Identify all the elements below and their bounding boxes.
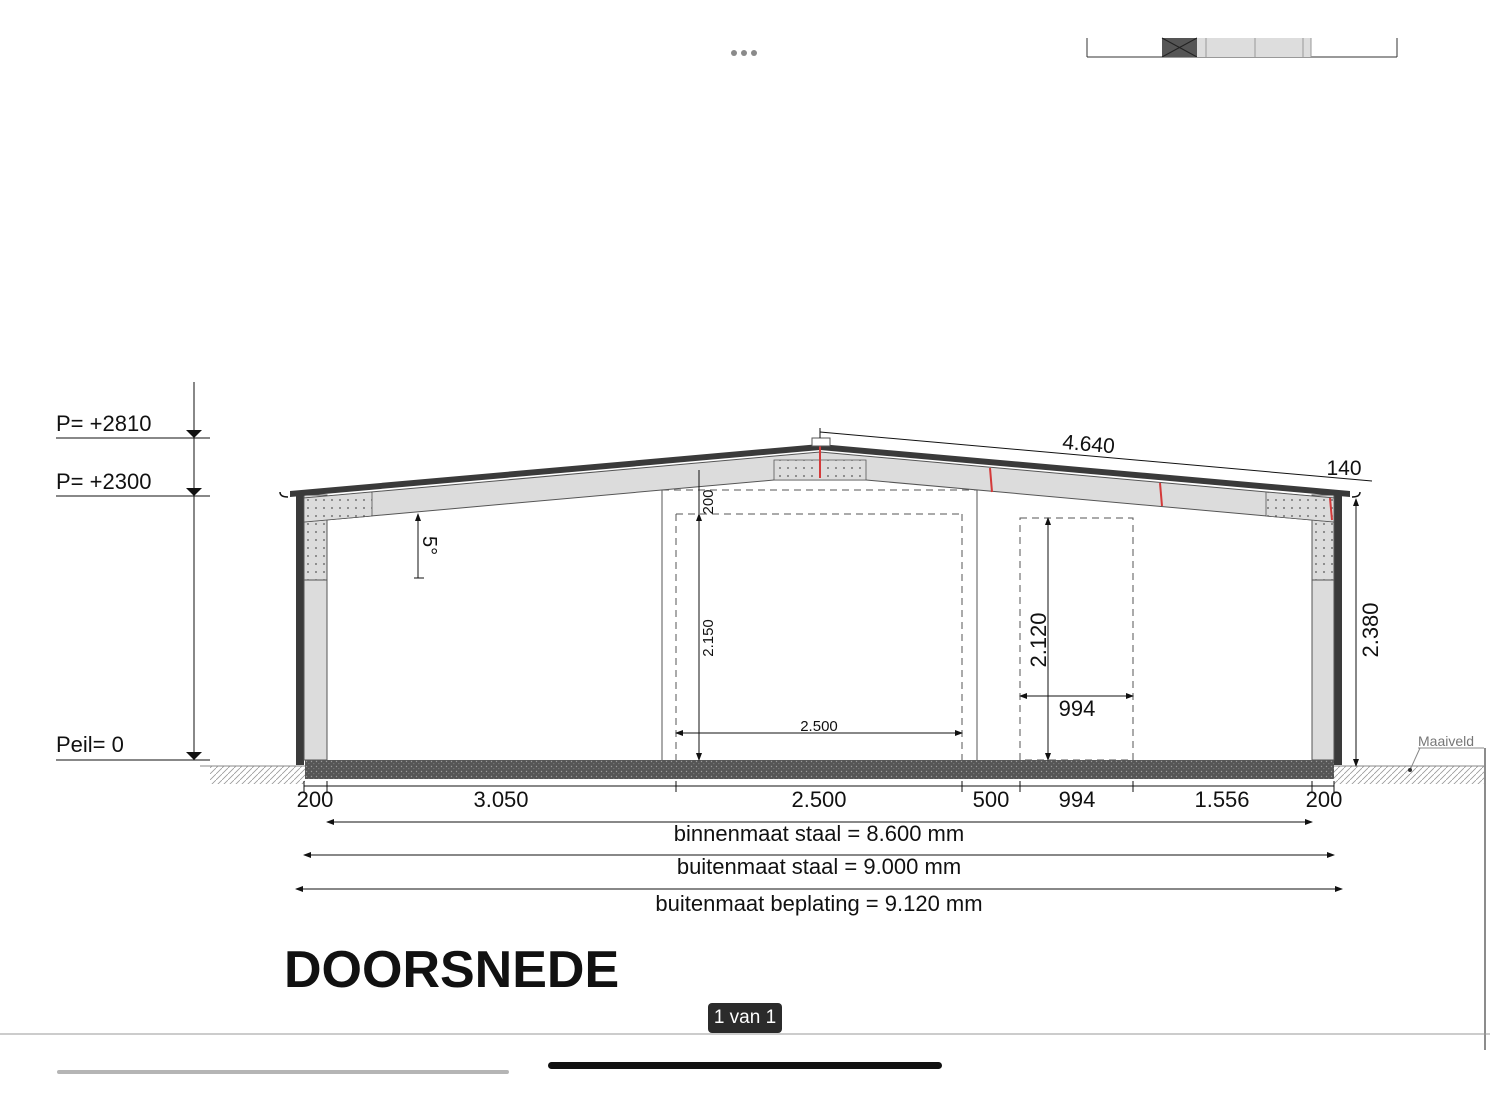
door-large-width-label: 2.500 [800,718,838,735]
dim-label: 994 [1058,787,1096,812]
binnenmaat-label: binnenmaat staal = 8.600 mm [673,821,965,846]
roof-length-label: 4.640 [1061,430,1116,459]
buitenmaat-label: buitenmaat staal = 9.000 mm [676,854,962,879]
total-dimensions [296,821,1342,916]
level-label-mid: P= +2300 [56,469,152,494]
thumbnail-strip[interactable] [1087,38,1397,57]
door-small-width-label: 994 [1058,696,1096,721]
eave-label: 140 [1326,457,1362,480]
side-height-dimension [1356,499,1383,766]
dim-label: 1.556 [1194,787,1250,812]
dim-label: 2.500 [791,787,847,812]
dim-label: 200 [1305,787,1343,812]
bottom-dimensions [297,781,1343,812]
large-door [662,470,977,760]
page-indicator: 1 van 1 [708,1003,782,1033]
door-top-label: 200 [700,489,717,515]
angle-label: 5° [418,536,440,556]
home-indicator[interactable] [548,1062,942,1069]
roof [290,438,1350,522]
level-label-top: P= +2810 [56,411,152,436]
floor-slab [305,760,1334,779]
level-label-peil: Peil= 0 [56,732,124,757]
small-door [1020,518,1133,760]
dim-label: 500 [972,787,1010,812]
door-small-height-label: 2.120 [1026,612,1051,668]
beplating-label: buitenmaat beplating = 9.120 mm [655,891,983,916]
level-markers [56,382,210,760]
ground-label: Maaiveld [1418,733,1475,749]
door-large-height-label: 2.150 [700,619,717,657]
dim-label: 3.050 [473,787,529,812]
side-height-label: 2.380 [1358,602,1383,658]
angle-marker [414,514,440,578]
scroll-track[interactable] [57,1070,509,1074]
dim-label: 200 [296,787,334,812]
drawing-title: DOORSNEDE [284,941,620,999]
